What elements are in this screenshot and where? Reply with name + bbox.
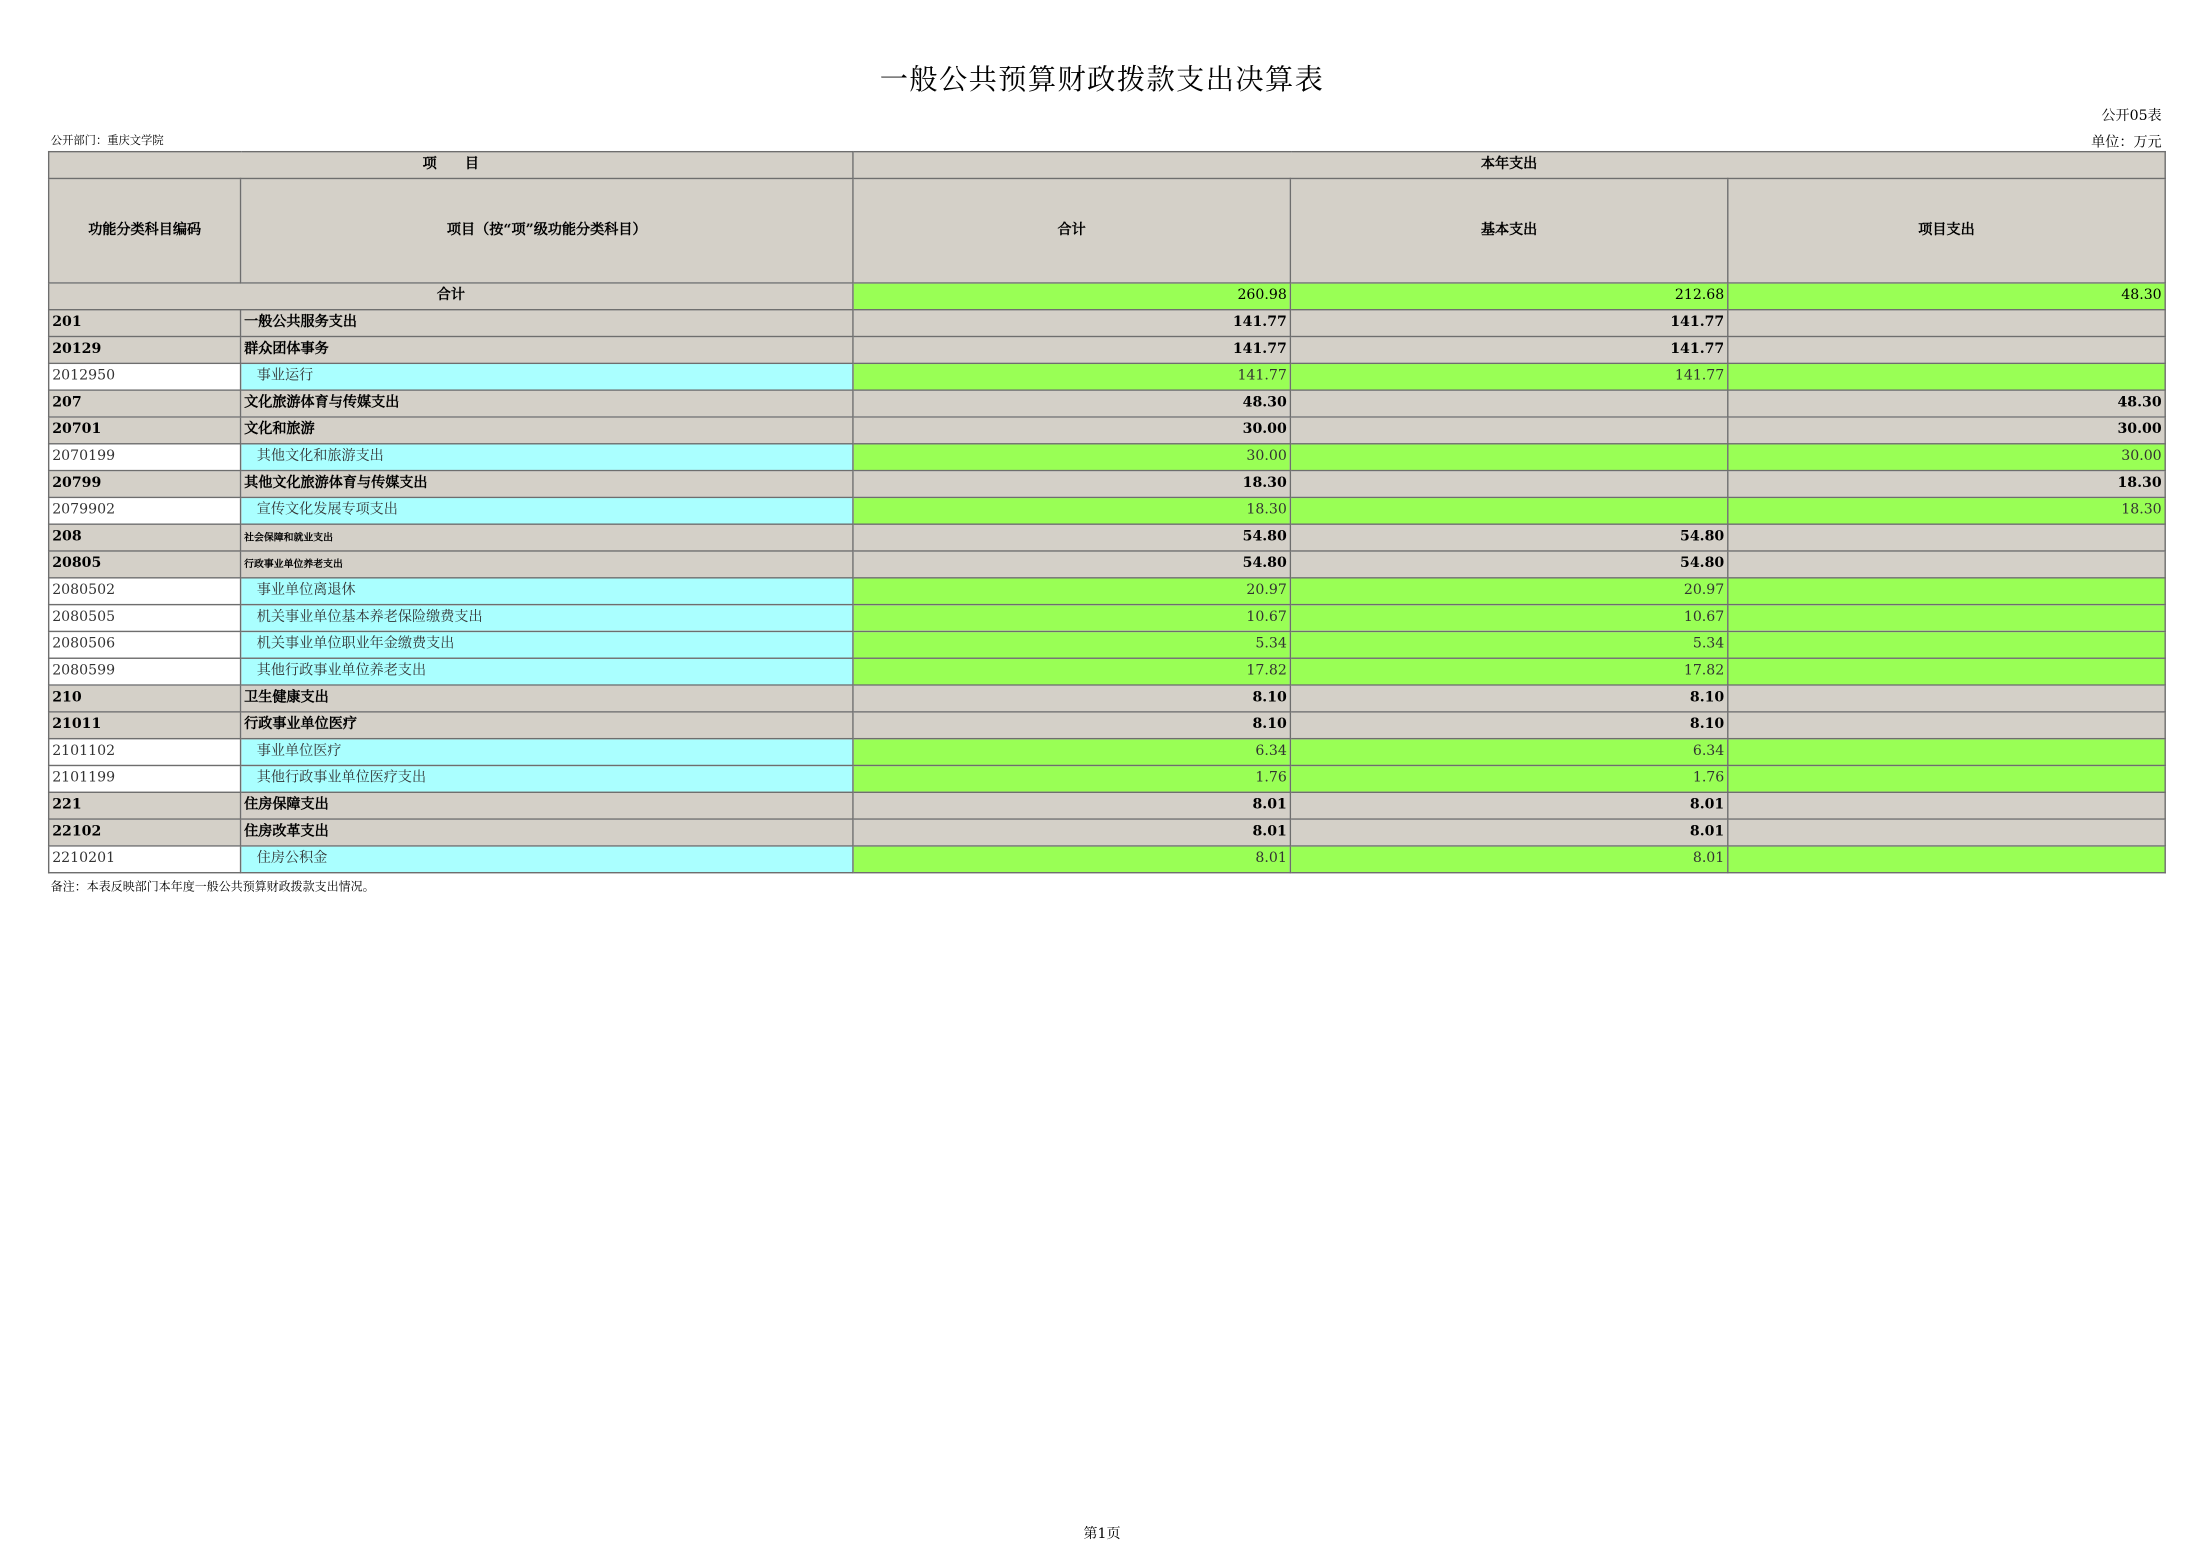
code-cell: 2080505 — [49, 605, 241, 632]
name-cell: 住房保障支出 — [241, 792, 853, 819]
project-cell — [1728, 658, 2165, 685]
basic-cell — [1290, 471, 1727, 498]
basic-cell: 141.77 — [1290, 337, 1727, 364]
total-cell: 18.30 — [853, 497, 1290, 524]
basic-cell: 141.77 — [1290, 310, 1727, 337]
project-cell — [1728, 310, 2165, 337]
basic-cell: 8.01 — [1290, 846, 1727, 873]
project-cell: 18.30 — [1728, 497, 2165, 524]
total-cell: 141.77 — [853, 363, 1290, 390]
total-cell: 141.77 — [853, 337, 1290, 364]
project-cell — [1728, 363, 2165, 390]
table-number: 公开05表 — [2101, 108, 2162, 125]
table-row — [49, 524, 2166, 551]
total-cell: 6.34 — [853, 739, 1290, 766]
table-row — [49, 471, 2166, 498]
name-cell: 一般公共服务支出 — [241, 310, 853, 337]
basic-cell: 1.76 — [1290, 765, 1727, 792]
basic-cell: 54.80 — [1290, 524, 1727, 551]
basic-cell: 17.82 — [1290, 658, 1727, 685]
document-title: 一般公共预算财政拨款支出决算表 — [879, 62, 1325, 96]
table-row — [49, 551, 2166, 578]
total-cell: 141.77 — [853, 310, 1290, 337]
code-cell: 20129 — [49, 337, 241, 364]
project-cell: 48.30 — [1728, 390, 2165, 417]
name-cell: 其他文化旅游体育与传媒支出 — [241, 471, 853, 498]
basic-cell — [1290, 444, 1727, 471]
total-cell: 18.30 — [853, 471, 1290, 498]
table-row — [49, 363, 2166, 390]
name-cell: 机关事业单位基本养老保险缴费支出 — [241, 605, 853, 632]
name-cell: 文化旅游体育与传媒支出 — [241, 390, 853, 417]
name-cell: 其他行政事业单位养老支出 — [241, 658, 853, 685]
code-cell: 2079902 — [49, 497, 241, 524]
project-cell — [1728, 765, 2165, 792]
header-name: 项目（按“项”级功能分类科目） — [241, 178, 853, 282]
total-cell: 30.00 — [853, 417, 1290, 444]
code-cell: 207 — [49, 390, 241, 417]
project-cell — [1728, 819, 2165, 846]
header-row-columns — [49, 178, 2166, 282]
basic-cell: 141.77 — [1290, 363, 1727, 390]
table-row — [49, 631, 2166, 658]
project-cell — [1728, 551, 2165, 578]
total-cell: 17.82 — [853, 658, 1290, 685]
total-cell: 5.34 — [853, 631, 1290, 658]
total-cell: 48.30 — [853, 390, 1290, 417]
name-cell: 卫生健康支出 — [241, 685, 853, 712]
table-row — [49, 310, 2166, 337]
name-cell: 宣传文化发展专项支出 — [241, 497, 853, 524]
basic-cell: 8.01 — [1290, 792, 1727, 819]
name-cell: 其他文化和旅游支出 — [241, 444, 853, 471]
code-cell: 2012950 — [49, 363, 241, 390]
basic-cell — [1290, 497, 1727, 524]
basic-cell: 10.67 — [1290, 605, 1727, 632]
project-cell — [1728, 631, 2165, 658]
table-row — [49, 578, 2166, 605]
basic-cell: 6.34 — [1290, 739, 1727, 766]
total-cell: 8.10 — [853, 685, 1290, 712]
code-cell: 201 — [49, 310, 241, 337]
basic-cell: 8.10 — [1290, 712, 1727, 739]
header-basic: 基本支出 — [1290, 178, 1727, 282]
total-cell: 8.01 — [853, 846, 1290, 873]
table-row — [49, 712, 2166, 739]
project-cell — [1728, 846, 2165, 873]
code-cell: 208 — [49, 524, 241, 551]
total-basic-cell: 212.68 — [1290, 283, 1727, 310]
code-cell: 20799 — [49, 471, 241, 498]
name-cell: 事业单位离退休 — [241, 578, 853, 605]
table-row — [49, 497, 2166, 524]
project-cell — [1728, 685, 2165, 712]
table-row — [49, 819, 2166, 846]
unit-label: 单位：万元 — [2091, 135, 2162, 151]
expenditure-table — [48, 151, 2166, 873]
code-cell: 2210201 — [49, 846, 241, 873]
code-cell: 2080502 — [49, 578, 241, 605]
name-cell: 事业运行 — [241, 363, 853, 390]
table-row — [49, 390, 2166, 417]
name-cell: 机关事业单位职业年金缴费支出 — [241, 631, 853, 658]
project-cell — [1728, 524, 2165, 551]
table-row — [49, 765, 2166, 792]
table-row — [49, 685, 2166, 712]
total-cell: 8.01 — [853, 792, 1290, 819]
total-sum-cell: 260.98 — [853, 283, 1290, 310]
code-cell: 22102 — [49, 819, 241, 846]
header-total: 合计 — [853, 178, 1290, 282]
total-cell: 8.01 — [853, 819, 1290, 846]
total-cell: 8.10 — [853, 712, 1290, 739]
project-cell — [1728, 739, 2165, 766]
header-project: 项 目 — [49, 152, 853, 179]
basic-cell: 8.10 — [1290, 685, 1727, 712]
basic-cell: 8.01 — [1290, 819, 1727, 846]
project-cell — [1728, 337, 2165, 364]
name-cell: 住房改革支出 — [241, 819, 853, 846]
basic-cell — [1290, 417, 1727, 444]
total-cell: 30.00 — [853, 444, 1290, 471]
name-cell: 住房公积金 — [241, 846, 853, 873]
total-cell: 54.80 — [853, 551, 1290, 578]
table-row — [49, 739, 2166, 766]
total-project-cell: 48.30 — [1728, 283, 2165, 310]
project-cell — [1728, 578, 2165, 605]
table-row — [49, 846, 2166, 873]
total-cell: 1.76 — [853, 765, 1290, 792]
total-label: 合计 — [49, 283, 853, 310]
name-cell: 事业单位医疗 — [241, 739, 853, 766]
total-cell: 54.80 — [853, 524, 1290, 551]
name-cell: 群众团体事务 — [241, 337, 853, 364]
table-row — [49, 658, 2166, 685]
table-row — [49, 605, 2166, 632]
header-row-top — [49, 152, 2166, 179]
footnote: 备注：本表反映部门本年度一般公共预算财政拨款支出情况。 — [50, 880, 375, 895]
basic-cell — [1290, 390, 1727, 417]
page-number: 第1页 — [1083, 1526, 1121, 1543]
total-row — [49, 283, 2166, 310]
project-cell — [1728, 605, 2165, 632]
name-cell: 行政事业单位医疗 — [241, 712, 853, 739]
code-cell: 2070199 — [49, 444, 241, 471]
table-row — [49, 444, 2166, 471]
header-project-expenditure: 项目支出 — [1728, 178, 2165, 282]
code-cell: 2101102 — [49, 739, 241, 766]
project-cell — [1728, 712, 2165, 739]
header-this-year: 本年支出 — [853, 152, 2165, 179]
table-row — [49, 417, 2166, 444]
code-cell: 20701 — [49, 417, 241, 444]
code-cell: 210 — [49, 685, 241, 712]
basic-cell: 5.34 — [1290, 631, 1727, 658]
project-cell: 18.30 — [1728, 471, 2165, 498]
table-row — [49, 337, 2166, 364]
code-cell: 2101199 — [49, 765, 241, 792]
header-code: 功能分类科目编码 — [49, 178, 241, 282]
name-cell: 其他行政事业单位医疗支出 — [241, 765, 853, 792]
name-cell: 行政事业单位养老支出 — [241, 551, 853, 578]
total-cell: 20.97 — [853, 578, 1290, 605]
department-label: 公开部门：重庆文学院 — [50, 134, 164, 147]
code-cell: 21011 — [49, 712, 241, 739]
code-cell: 2080599 — [49, 658, 241, 685]
basic-cell: 20.97 — [1290, 578, 1727, 605]
project-cell — [1728, 792, 2165, 819]
project-cell: 30.00 — [1728, 444, 2165, 471]
name-cell: 社会保障和就业支出 — [241, 524, 853, 551]
table-row — [49, 792, 2166, 819]
code-cell: 20805 — [49, 551, 241, 578]
code-cell: 221 — [49, 792, 241, 819]
total-cell: 10.67 — [853, 605, 1290, 632]
project-cell: 30.00 — [1728, 417, 2165, 444]
basic-cell: 54.80 — [1290, 551, 1727, 578]
code-cell: 2080506 — [49, 631, 241, 658]
name-cell: 文化和旅游 — [241, 417, 853, 444]
